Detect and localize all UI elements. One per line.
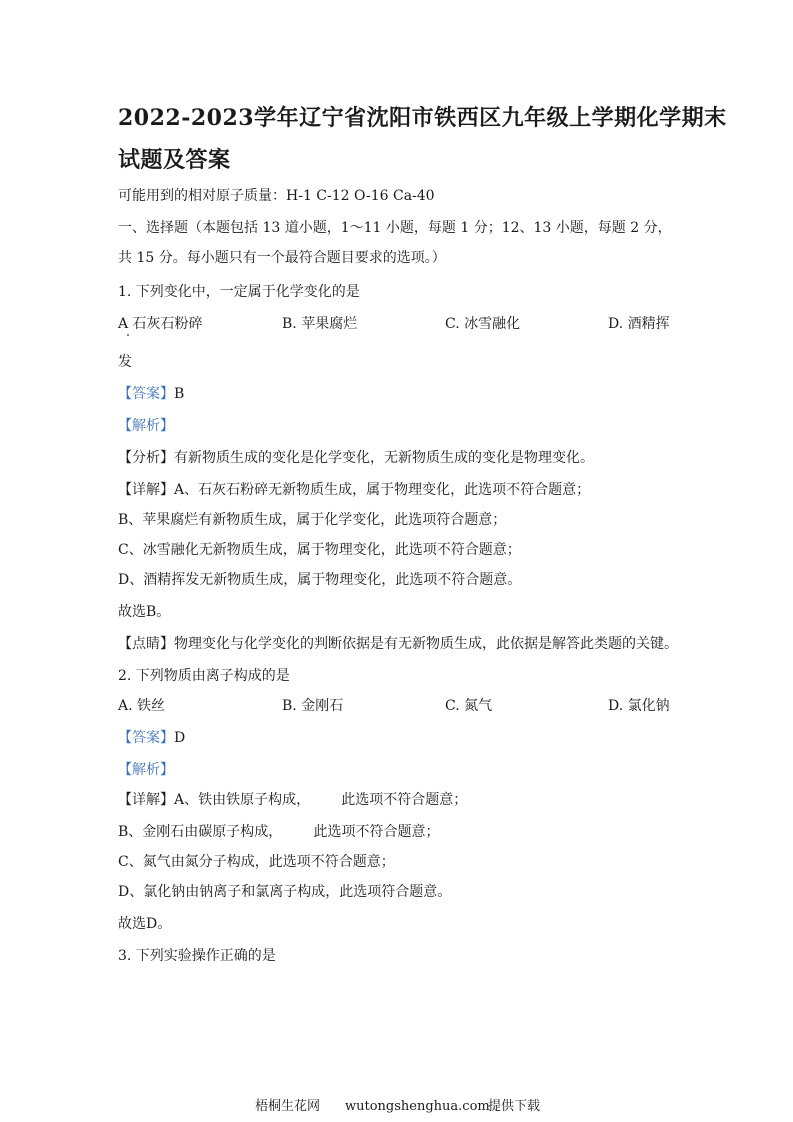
q1-fenxi xyxy=(118,448,594,468)
stray-dot-mark xyxy=(127,334,129,336)
fenxi-text: 有新物质生成的变化是化学变化，无新物质生成的变化是物理变化。 xyxy=(174,450,594,466)
q1-point xyxy=(118,634,678,654)
detail-text: A、铁由铁原子构成， 此选项不符合题意； xyxy=(174,792,468,808)
q1-answer xyxy=(118,384,184,404)
q1-option-b: B. 苹果腐烂 xyxy=(282,316,358,332)
q2-detail-c: C、氮气由氮分子构成，此选项不符合题意； xyxy=(118,854,395,870)
document-title-line-2: 试题及答案 xyxy=(118,147,231,173)
answer-value: B xyxy=(174,386,185,402)
section-heading-line-1: 一、选择题（本题包括 13 道小题，1～11 小题，每题 1 分；12、13 小题，每题 2 分， xyxy=(118,220,672,236)
q1-stem: 1. 下列变化中，一定属于化学变化的是 xyxy=(118,284,360,300)
q2-option-c: C. 氮气 xyxy=(445,698,493,714)
q1-analysis-tag: 【解析】 xyxy=(118,418,174,434)
q2-detail-a xyxy=(118,790,467,810)
q2-detail-d: D、氯化钠由钠离子和氯离子构成，此选项符合题意。 xyxy=(118,884,452,900)
q2-conclusion: 故选D。 xyxy=(118,916,172,932)
q2-option-d: D. 氯化钠 xyxy=(608,698,670,714)
footer-site-name: 梧桐生花网 xyxy=(255,1099,321,1114)
q2-answer xyxy=(118,728,185,748)
answer-tag: 【答案】 xyxy=(118,386,174,402)
q1-option-c: C. 冰雪融化 xyxy=(445,316,521,332)
footer-note: 提供下载 xyxy=(488,1099,541,1114)
q1-detail-d: D、酒精挥发无新物质生成，属于物理变化，此选项不符合题意。 xyxy=(118,572,522,588)
detail-tag: 【详解】 xyxy=(118,482,174,498)
section-heading-line-2: 共 15 分。每小题只有一个最符合题目要求的选项。） xyxy=(118,250,446,266)
document-title-line-1: 2022-2023学年辽宁省沈阳市铁西区九年级上学期化学期末 xyxy=(118,105,727,131)
point-text: 物理变化与化学变化的判断依据是有无新物质生成，此依据是解答此类题的关键。 xyxy=(174,636,678,652)
q1-detail-c: C、冰雪融化无新物质生成，属于物理变化，此选项不符合题意； xyxy=(118,542,521,558)
detail-tag: 【详解】 xyxy=(118,792,174,808)
answer-tag: 【答案】 xyxy=(118,730,174,746)
q2-option-b: B. 金刚石 xyxy=(282,698,344,714)
q3-stem: 3. 下列实验操作正确的是 xyxy=(118,948,276,964)
fenxi-tag: 【分析】 xyxy=(118,450,174,466)
q1-conclusion: 故选B。 xyxy=(118,604,171,620)
q1-option-d: D. 酒精挥 xyxy=(608,316,670,332)
q2-analysis-tag: 【解析】 xyxy=(118,762,174,778)
footer-url[interactable]: wutongshenghua.com xyxy=(345,1099,490,1114)
q1-option-a: A 石灰石粉碎 xyxy=(118,316,203,332)
point-tag: 【点睛】 xyxy=(118,636,174,652)
q1-detail-b: B、苹果腐烂有新物质生成，属于化学变化，此选项符合题意； xyxy=(118,512,507,528)
atomic-mass-note: 可能用到的相对原子质量：H-1 C-12 O-16 Ca-40 xyxy=(118,188,435,204)
q2-option-a: A. 铁丝 xyxy=(118,698,166,714)
q1-detail-a xyxy=(118,480,590,500)
q2-detail-b: B、金刚石由碳原子构成， 此选项不符合题意； xyxy=(118,824,440,840)
answer-value: D xyxy=(174,730,186,746)
q2-stem: 2. 下列物质由离子构成的是 xyxy=(118,668,290,684)
detail-text: A、石灰石粉碎无新物质生成，属于物理变化，此选项不符合题意； xyxy=(174,482,591,498)
q1-option-d-wrap: 发 xyxy=(118,354,132,370)
